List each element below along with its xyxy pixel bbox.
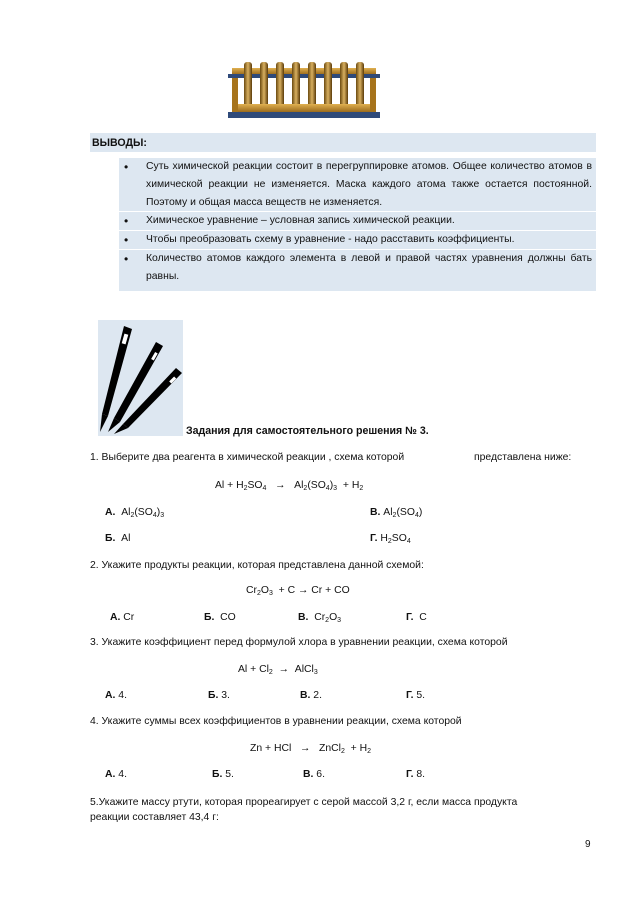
conclusion-item-4: • Количество атомов каждого элемента в левой и правой частях уравнения должны бать равны. xyxy=(119,250,596,286)
question-1-option-v: В. $Al_2(SO_4)$ xyxy=(370,507,423,519)
question-2-option-g: Г. C xyxy=(406,612,427,623)
question-1-equation: $Al + H_2SO_4$ → $Al_2(SO_4)_3 + H_2$ xyxy=(215,480,364,492)
question-3-option-b: Б. 3. xyxy=(208,690,230,701)
conclusion-item-3: • Чтобы преобразовать схему в уравнение - надо расставить коэффициенты. xyxy=(119,231,596,250)
question-1-option-b: Б. Al xyxy=(105,533,131,544)
page-number: 9 xyxy=(585,839,591,850)
question-3-option-v: В. 2. xyxy=(300,690,322,701)
question-4-option-a: А. 4. xyxy=(105,769,127,780)
pens-image xyxy=(98,320,183,436)
question-4-text: 4. Укажите суммы всех коэффициентов в уравнении реакции, схема которой xyxy=(90,716,462,727)
question-2-option-a: А. Cr xyxy=(110,612,135,623)
conclusions-heading: ВЫВОДЫ: xyxy=(90,133,596,152)
question-1-option-g: Г. $H_2SO_4$ xyxy=(370,533,411,545)
arrow-icon: → xyxy=(278,664,289,675)
question-2-option-v: В. $Cr_2O_3$ xyxy=(298,612,342,624)
question-3-option-g: Г. 5. xyxy=(406,690,426,701)
question-3-option-a: А. 4. xyxy=(105,690,127,701)
question-2-option-b: Б. CO xyxy=(204,612,236,623)
question-4-option-g: Г. 8. xyxy=(406,769,426,780)
conclusions-box xyxy=(119,158,596,291)
question-1-text-a: 1. Выберите два реагента в химической реакции , схема которой xyxy=(90,452,405,463)
question-3-equation: $Al + Cl_2$ → AlCl$_3$ xyxy=(238,664,318,676)
question-4-option-b: Б. 5. xyxy=(212,769,234,780)
arrow-icon: → xyxy=(299,743,311,754)
conclusion-item-1: • Суть химической реакции состоит в перегруппировке атомов. Общее количество атомов в химической реакции не изменяется. Маска каждого атома также остается постоянной. Поэтому и общая масса веществ не изменяется. xyxy=(119,158,596,212)
task-title: Задания для самостоятельного решения № 3. xyxy=(186,425,429,437)
arrow-icon: → xyxy=(275,480,286,491)
question-2-equation: $Cr_2O_3 + C \to Cr$ + CO xyxy=(246,585,350,597)
question-4-option-v: В. 6. xyxy=(303,769,325,780)
arrow-icon: → xyxy=(298,585,309,596)
conclusion-item-2: • Химическое уравнение – условная запись химической реакции. xyxy=(119,212,596,231)
question-2-text: 2. Укажите продукты реакции, которая представлена данной схемой: xyxy=(90,560,424,571)
question-1-option-a: А. $Al_2(SO_4)_3$ xyxy=(105,507,165,519)
question-5-line-1: 5.Укажите массу ртути, которая прореагирует с серой массой 3,2 г, если масса продукта xyxy=(90,797,518,808)
test-tube-rack-image xyxy=(228,60,380,126)
question-3-text: 3. Укажите коэффициент перед формулой хлора в уравнении реакции, схема которой xyxy=(90,637,508,648)
question-1-text-b: представлена ниже: xyxy=(474,452,572,463)
question-5-line-2: реакции составляет 43,4 г: xyxy=(90,812,219,823)
question-4-equation: Zn + HCl → ZnCl$_2$ + $H_2$ xyxy=(250,743,372,755)
